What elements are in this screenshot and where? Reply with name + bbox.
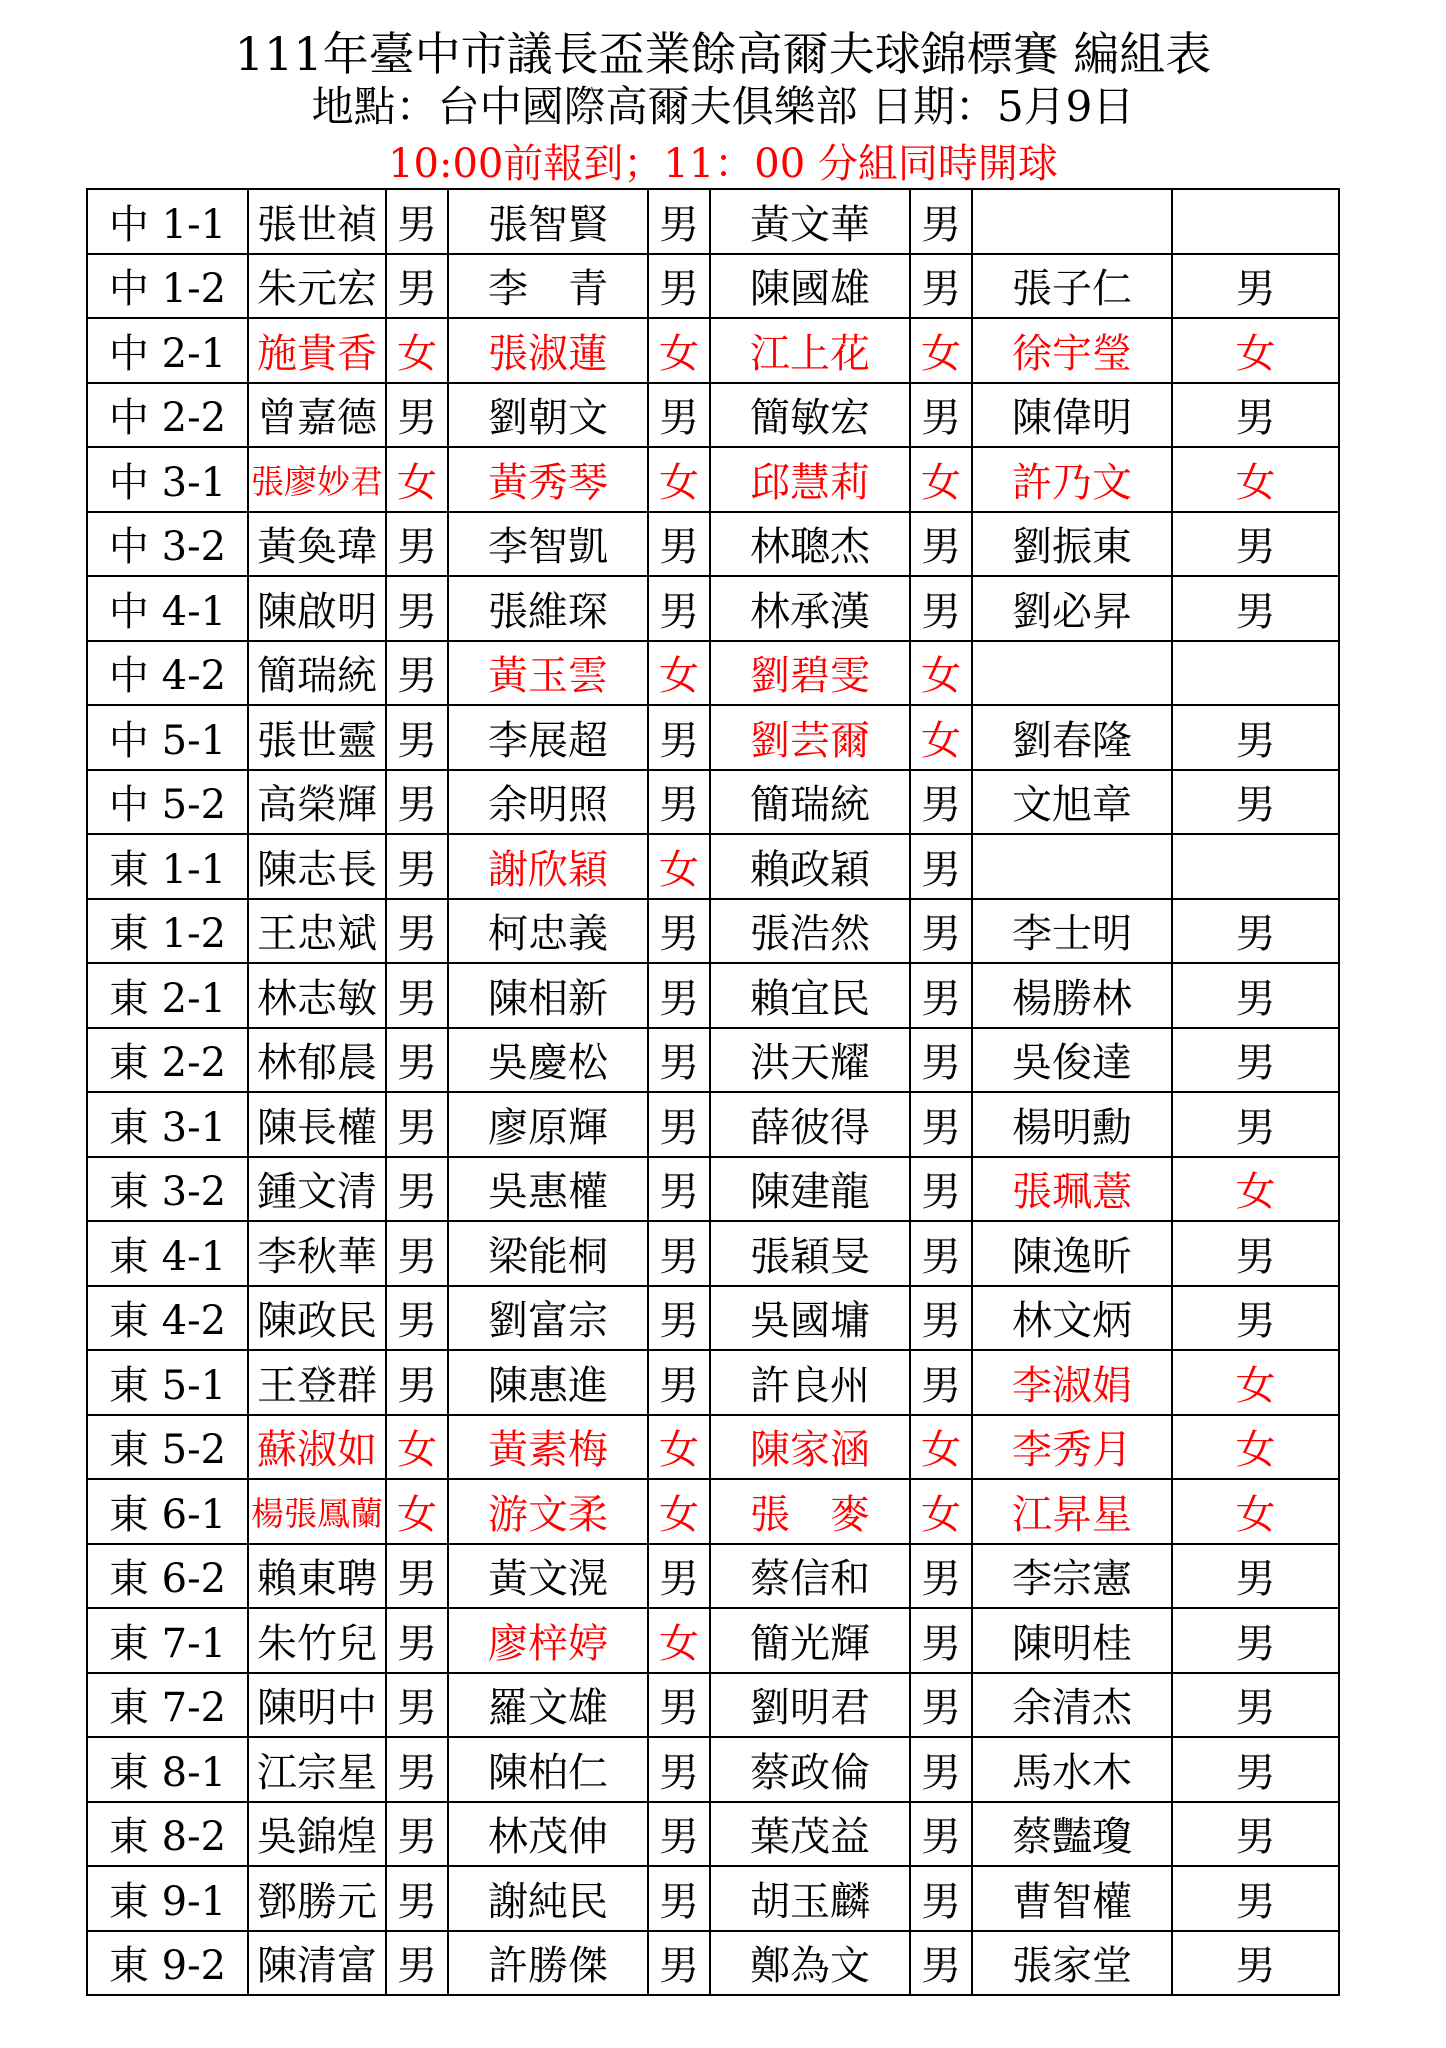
player-sex: 男: [1172, 1092, 1339, 1157]
player-name: 陳逸昕: [972, 1221, 1172, 1286]
player-name: 廖梓婷: [448, 1608, 648, 1673]
player-sex: 男: [648, 254, 710, 319]
player-name: 曹智權: [972, 1866, 1172, 1931]
player-name: 林郁晨: [248, 1028, 386, 1093]
player-sex: 女: [386, 1479, 448, 1544]
player-sex: 男: [648, 1350, 710, 1415]
group-label: 東 3-2: [87, 1157, 248, 1222]
player-name: [972, 834, 1172, 899]
venue-date-line: 地點：台中國際高爾夫俱樂部 日期：5月9日: [311, 82, 1135, 131]
player-name: 楊明勳: [972, 1092, 1172, 1157]
group-label: 東 5-2: [87, 1415, 248, 1480]
player-sex: 女: [648, 1608, 710, 1673]
player-sex: 男: [910, 1092, 972, 1157]
player-name: 鄭為文: [710, 1931, 910, 1996]
player-sex: 男: [386, 1802, 448, 1867]
player-name: 陳志長: [248, 834, 386, 899]
player-sex: 男: [1172, 512, 1339, 577]
player-name: 鍾文清: [248, 1157, 386, 1222]
group-label: 東 8-2: [87, 1802, 248, 1867]
grouping-table: [86, 188, 1340, 1996]
player-name: 陳相新: [448, 963, 648, 1028]
group-label: 東 8-1: [87, 1737, 248, 1802]
player-sex: 男: [910, 1673, 972, 1738]
player-name: 許勝傑: [448, 1931, 648, 1996]
player-name: 謝欣穎: [448, 834, 648, 899]
player-sex: 男: [910, 1028, 972, 1093]
player-sex: 男: [648, 1221, 710, 1286]
player-name: 李淑娟: [972, 1350, 1172, 1415]
player-name: 簡光輝: [710, 1608, 910, 1673]
player-sex: 男: [910, 576, 972, 641]
player-name: 劉必昇: [972, 576, 1172, 641]
player-sex: 女: [1172, 447, 1339, 512]
player-name: 陳建龍: [710, 1157, 910, 1222]
player-name: [972, 189, 1172, 254]
player-name: 廖原輝: [448, 1092, 648, 1157]
player-sex: 男: [648, 1802, 710, 1867]
player-sex: 女: [386, 447, 448, 512]
player-sex: 男: [386, 1931, 448, 1996]
player-sex: 男: [910, 1866, 972, 1931]
player-name: 洪天耀: [710, 1028, 910, 1093]
player-sex: 女: [648, 834, 710, 899]
table-row: [87, 834, 1339, 899]
table-row: [87, 1866, 1339, 1931]
table-row: [87, 447, 1339, 512]
player-sex: 男: [910, 383, 972, 448]
player-name: 陳家涵: [710, 1415, 910, 1480]
player-sex: 男: [1172, 1608, 1339, 1673]
player-sex: 男: [386, 189, 448, 254]
table-row: [87, 1737, 1339, 1802]
player-name: 黃玉雲: [448, 641, 648, 706]
group-label: 東 3-1: [87, 1092, 248, 1157]
player-sex: 男: [648, 1866, 710, 1931]
player-sex: 男: [386, 963, 448, 1028]
player-name: 吳慶松: [448, 1028, 648, 1093]
table-row: [87, 1802, 1339, 1867]
player-name: 林聰杰: [710, 512, 910, 577]
group-label: 東 9-2: [87, 1931, 248, 1996]
player-name: 張穎旻: [710, 1221, 910, 1286]
player-name: 林文炳: [972, 1286, 1172, 1351]
player-sex: 男: [910, 1608, 972, 1673]
player-name: 陳偉明: [972, 383, 1172, 448]
player-name: 蔡信和: [710, 1544, 910, 1609]
player-name: 楊張鳳蘭: [248, 1479, 386, 1544]
player-sex: 男: [386, 1157, 448, 1222]
player-sex: 男: [1172, 254, 1339, 319]
player-name: 蘇淑如: [248, 1415, 386, 1480]
player-sex: 男: [386, 1737, 448, 1802]
group-label: 東 5-1: [87, 1350, 248, 1415]
table-row: [87, 576, 1339, 641]
player-sex: 女: [386, 1415, 448, 1480]
player-sex: 男: [1172, 963, 1339, 1028]
player-name: 李秀月: [972, 1415, 1172, 1480]
player-sex: 男: [1172, 1931, 1339, 1996]
player-name: 文旭章: [972, 770, 1172, 835]
player-sex: 男: [648, 705, 710, 770]
player-name: 陳明桂: [972, 1608, 1172, 1673]
player-sex: 男: [648, 1544, 710, 1609]
player-sex: 男: [1172, 1028, 1339, 1093]
player-sex: 女: [1172, 318, 1339, 383]
player-name: 江上花: [710, 318, 910, 383]
player-sex: 男: [1172, 705, 1339, 770]
player-sex: 男: [910, 1931, 972, 1996]
player-sex: 女: [648, 1415, 710, 1480]
player-name: 黃素梅: [448, 1415, 648, 1480]
player-name: 朱元宏: [248, 254, 386, 319]
player-name: 楊勝林: [972, 963, 1172, 1028]
player-name: 施貴香: [248, 318, 386, 383]
player-sex: 男: [910, 1286, 972, 1351]
player-name: 林茂伸: [448, 1802, 648, 1867]
player-name: 張浩然: [710, 899, 910, 964]
player-sex: 女: [1172, 1415, 1339, 1480]
group-label: 東 6-1: [87, 1479, 248, 1544]
table-row: [87, 1286, 1339, 1351]
player-name: 王登群: [248, 1350, 386, 1415]
player-sex: 男: [386, 1221, 448, 1286]
player-name: 李 青: [448, 254, 648, 319]
player-name: 張智賢: [448, 189, 648, 254]
player-sex: 女: [910, 447, 972, 512]
player-sex: 男: [386, 705, 448, 770]
player-name: 陳惠進: [448, 1350, 648, 1415]
player-name: 李智凱: [448, 512, 648, 577]
player-name: 黃文滉: [448, 1544, 648, 1609]
document-title: 111年臺中市議長盃業餘高爾夫球錦標賽 編組表: [234, 27, 1212, 81]
group-label: 中 2-1: [87, 318, 248, 383]
player-name: 劉明君: [710, 1673, 910, 1738]
player-sex: 男: [910, 834, 972, 899]
player-sex: 女: [648, 641, 710, 706]
player-sex: 女: [1172, 1350, 1339, 1415]
player-sex: 男: [386, 641, 448, 706]
player-name: 張珮薏: [972, 1157, 1172, 1222]
player-sex: 男: [386, 1028, 448, 1093]
player-sex: 男: [648, 1028, 710, 1093]
table-row: [87, 1931, 1339, 1996]
table-row: [87, 512, 1339, 577]
table-row: [87, 1608, 1339, 1673]
player-sex: 男: [648, 1157, 710, 1222]
group-label: 中 1-1: [87, 189, 248, 254]
player-sex: 女: [910, 641, 972, 706]
player-name: 張淑蓮: [448, 318, 648, 383]
player-name: 黃奐瑋: [248, 512, 386, 577]
player-name: 許良州: [710, 1350, 910, 1415]
player-name: 梁能桐: [448, 1221, 648, 1286]
player-sex: 男: [386, 512, 448, 577]
group-label: 中 3-1: [87, 447, 248, 512]
player-sex: 女: [648, 447, 710, 512]
player-name: 劉芸爾: [710, 705, 910, 770]
player-sex: 男: [648, 1286, 710, 1351]
player-sex: 男: [386, 383, 448, 448]
player-sex: 女: [910, 1415, 972, 1480]
player-sex: 男: [386, 576, 448, 641]
player-name: 朱竹兒: [248, 1608, 386, 1673]
player-name: 簡敏宏: [710, 383, 910, 448]
player-sex: 男: [910, 1221, 972, 1286]
player-name: 陳明中: [248, 1673, 386, 1738]
group-label: 中 5-2: [87, 770, 248, 835]
grouping-table-body: [87, 189, 1339, 1995]
player-name: 林承漢: [710, 576, 910, 641]
player-sex: 男: [648, 1092, 710, 1157]
player-name: 張維琛: [448, 576, 648, 641]
player-sex: 男: [648, 1673, 710, 1738]
player-sex: 男: [386, 899, 448, 964]
player-sex: 男: [648, 512, 710, 577]
player-sex: 男: [910, 770, 972, 835]
table-row: [87, 899, 1339, 964]
group-label: 中 1-2: [87, 254, 248, 319]
player-sex: 男: [386, 1350, 448, 1415]
group-label: 東 2-1: [87, 963, 248, 1028]
player-name: 劉碧雯: [710, 641, 910, 706]
player-name: 賴宜民: [710, 963, 910, 1028]
player-name: 劉振東: [972, 512, 1172, 577]
player-name: 賴東聘: [248, 1544, 386, 1609]
group-label: 東 7-2: [87, 1673, 248, 1738]
player-name: 吳國墉: [710, 1286, 910, 1351]
player-sex: 男: [1172, 1544, 1339, 1609]
player-name: 葉茂益: [710, 1802, 910, 1867]
table-row: [87, 1092, 1339, 1157]
table-row: [87, 1028, 1339, 1093]
player-name: 江昇星: [972, 1479, 1172, 1544]
table-row: [87, 705, 1339, 770]
check-in-notice: 10:00前報到；11：00 分組同時開球: [388, 141, 1058, 187]
player-name: 蔡政倫: [710, 1737, 910, 1802]
table-row: [87, 1673, 1339, 1738]
player-name: 曾嘉德: [248, 383, 386, 448]
player-name: 江宗星: [248, 1737, 386, 1802]
player-sex: 男: [1172, 576, 1339, 641]
player-sex: 男: [386, 254, 448, 319]
group-label: 中 3-2: [87, 512, 248, 577]
player-sex: 男: [386, 770, 448, 835]
player-sex: [1172, 834, 1339, 899]
player-name: 余清杰: [972, 1673, 1172, 1738]
player-name: 柯忠義: [448, 899, 648, 964]
group-label: 東 2-2: [87, 1028, 248, 1093]
player-name: [972, 641, 1172, 706]
player-name: 徐宇瑩: [972, 318, 1172, 383]
player-sex: 女: [386, 318, 448, 383]
group-label: 東 7-1: [87, 1608, 248, 1673]
player-name: 陳政民: [248, 1286, 386, 1351]
player-sex: 女: [648, 318, 710, 383]
group-label: 中 5-1: [87, 705, 248, 770]
player-name: 王忠斌: [248, 899, 386, 964]
table-row: [87, 1415, 1339, 1480]
player-name: 張子仁: [972, 254, 1172, 319]
player-name: 許乃文: [972, 447, 1172, 512]
player-name: 吳惠權: [448, 1157, 648, 1222]
group-label: 東 4-1: [87, 1221, 248, 1286]
table-row: [87, 189, 1339, 254]
player-name: 蔡豔瓊: [972, 1802, 1172, 1867]
player-sex: 男: [648, 963, 710, 1028]
player-name: 吳俊達: [972, 1028, 1172, 1093]
player-sex: 女: [648, 1479, 710, 1544]
group-label: 中 4-1: [87, 576, 248, 641]
group-label: 中 4-2: [87, 641, 248, 706]
player-sex: 男: [1172, 1286, 1339, 1351]
player-name: 陳啟明: [248, 576, 386, 641]
player-name: 李秋華: [248, 1221, 386, 1286]
player-sex: 男: [648, 576, 710, 641]
player-sex: 男: [1172, 1221, 1339, 1286]
player-sex: [1172, 641, 1339, 706]
player-name: 邱慧莉: [710, 447, 910, 512]
player-sex: 男: [910, 254, 972, 319]
player-name: 陳柏仁: [448, 1737, 648, 1802]
player-sex: 女: [910, 1479, 972, 1544]
player-sex: 男: [386, 1673, 448, 1738]
player-name: 賴政穎: [710, 834, 910, 899]
player-sex: 女: [910, 705, 972, 770]
player-name: 劉春隆: [972, 705, 1172, 770]
table-row: [87, 1157, 1339, 1222]
player-sex: 男: [910, 1737, 972, 1802]
player-name: 陳清富: [248, 1931, 386, 1996]
table-row: [87, 254, 1339, 319]
player-sex: 男: [1172, 1866, 1339, 1931]
player-sex: 男: [1172, 1737, 1339, 1802]
player-sex: 男: [910, 189, 972, 254]
player-name: 張家堂: [972, 1931, 1172, 1996]
player-name: 胡玉麟: [710, 1866, 910, 1931]
player-sex: 男: [910, 899, 972, 964]
player-sex: 男: [386, 1286, 448, 1351]
player-name: 鄧勝元: [248, 1866, 386, 1931]
player-sex: 男: [648, 770, 710, 835]
player-name: 張廖妙君: [248, 447, 386, 512]
player-name: 余明照: [448, 770, 648, 835]
player-name: 高榮輝: [248, 770, 386, 835]
player-name: 林志敏: [248, 963, 386, 1028]
table-row: [87, 1221, 1339, 1286]
group-label: 東 1-1: [87, 834, 248, 899]
player-name: 李士明: [972, 899, 1172, 964]
player-sex: 男: [648, 1737, 710, 1802]
player-name: 張世禎: [248, 189, 386, 254]
player-sex: 男: [1172, 770, 1339, 835]
player-name: 黃秀琴: [448, 447, 648, 512]
player-sex: 男: [386, 1092, 448, 1157]
group-label: 東 1-2: [87, 899, 248, 964]
player-name: 張 麥: [710, 1479, 910, 1544]
group-label: 東 4-2: [87, 1286, 248, 1351]
player-name: 陳長權: [248, 1092, 386, 1157]
player-sex: 男: [1172, 383, 1339, 448]
player-name: 吳錦煌: [248, 1802, 386, 1867]
table-row: [87, 1479, 1339, 1544]
player-sex: 女: [1172, 1157, 1339, 1222]
player-sex: 男: [910, 1350, 972, 1415]
player-sex: 男: [910, 1802, 972, 1867]
table-row: [87, 641, 1339, 706]
player-sex: 男: [386, 1608, 448, 1673]
player-sex: 男: [910, 1544, 972, 1609]
player-sex: 男: [910, 512, 972, 577]
player-sex: 女: [910, 318, 972, 383]
player-sex: 男: [386, 1544, 448, 1609]
table-row: [87, 1544, 1339, 1609]
player-name: 張世靈: [248, 705, 386, 770]
player-name: 羅文雄: [448, 1673, 648, 1738]
table-row: [87, 318, 1339, 383]
player-name: 馬水木: [972, 1737, 1172, 1802]
player-sex: 男: [648, 899, 710, 964]
group-label: 東 6-2: [87, 1544, 248, 1609]
player-sex: 男: [1172, 899, 1339, 964]
player-sex: 男: [910, 963, 972, 1028]
player-name: 簡瑞統: [248, 641, 386, 706]
player-name: 劉朝文: [448, 383, 648, 448]
group-label: 東 9-1: [87, 1866, 248, 1931]
player-sex: 男: [910, 1157, 972, 1222]
player-name: 李宗憲: [972, 1544, 1172, 1609]
player-sex: 男: [648, 383, 710, 448]
player-sex: 男: [1172, 1802, 1339, 1867]
player-name: 簡瑞統: [710, 770, 910, 835]
player-name: 薛彼得: [710, 1092, 910, 1157]
player-sex: 男: [1172, 1673, 1339, 1738]
player-sex: 女: [1172, 1479, 1339, 1544]
player-name: 李展超: [448, 705, 648, 770]
group-label: 中 2-2: [87, 383, 248, 448]
player-sex: 男: [648, 1931, 710, 1996]
table-row: [87, 963, 1339, 1028]
table-row: [87, 383, 1339, 448]
player-name: 劉富宗: [448, 1286, 648, 1351]
table-row: [87, 770, 1339, 835]
player-sex: 男: [648, 189, 710, 254]
player-name: 游文柔: [448, 1479, 648, 1544]
player-name: 黃文華: [710, 189, 910, 254]
player-sex: 男: [386, 834, 448, 899]
player-name: 謝純民: [448, 1866, 648, 1931]
player-name: 陳國雄: [710, 254, 910, 319]
player-sex: 男: [386, 1866, 448, 1931]
table-row: [87, 1350, 1339, 1415]
player-sex: [1172, 189, 1339, 254]
